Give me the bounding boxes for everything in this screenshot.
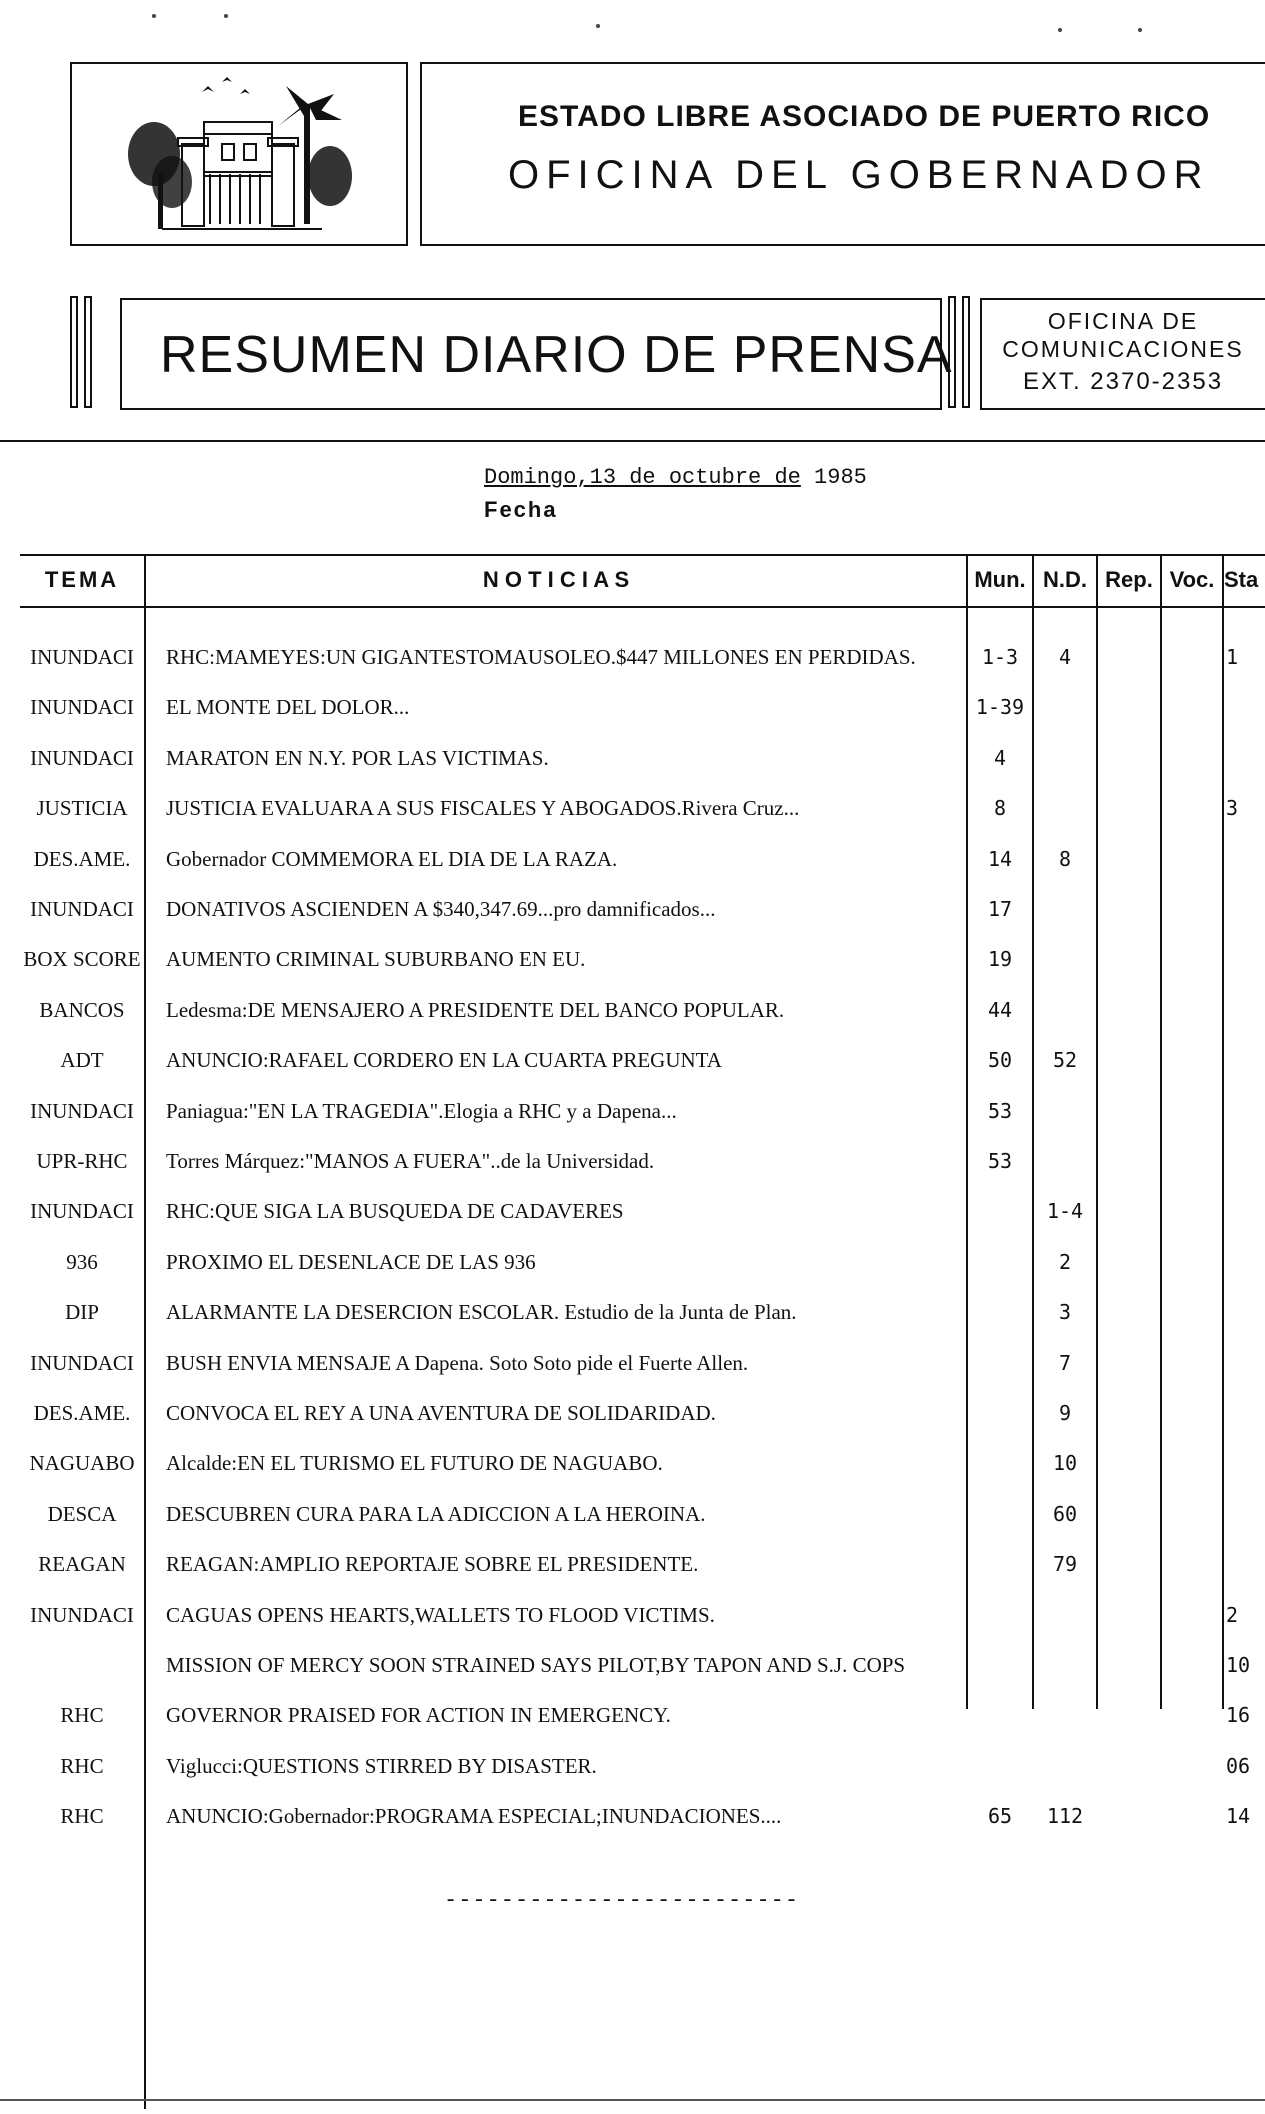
row-tema: DES.AME. — [33, 1401, 131, 1425]
row-tema: REAGAN — [38, 1552, 126, 1576]
row-noticia: DESCUBREN CURA PARA LA ADICCION A LA HEROINA. — [166, 1502, 706, 1526]
row-mun: 1-3 — [981, 645, 1019, 669]
date-text: Domingo,13 de octubre de — [484, 465, 801, 490]
communications-office-frame — [980, 298, 1265, 410]
office-line-1: OFICINA DE — [1047, 308, 1199, 334]
row-sta: 14 — [1226, 1804, 1251, 1828]
column-header-noticias: N O T I C I A S — [482, 567, 630, 592]
state-name: ESTADO LIBRE ASOCIADO DE PUERTO RICO — [518, 100, 1211, 133]
row-mun: 1-39 — [975, 695, 1025, 719]
row-nd: 9 — [1058, 1401, 1072, 1425]
page-bottom-edge — [0, 2099, 1265, 2101]
row-tema: DES.AME. — [33, 847, 131, 871]
row-tema: DESCA — [47, 1502, 117, 1526]
column-divider — [1032, 554, 1034, 1709]
column-header-sta: Sta — [1224, 567, 1259, 592]
row-sta: 06 — [1226, 1754, 1251, 1778]
row-nd: 8 — [1058, 847, 1072, 871]
row-nd: 112 — [1046, 1804, 1084, 1828]
row-nd: 60 — [1052, 1502, 1078, 1526]
row-noticia: EL MONTE DEL DOLOR... — [166, 695, 410, 719]
row-nd: 10 — [1052, 1451, 1078, 1475]
row-tema: RHC — [60, 1754, 104, 1778]
column-divider — [144, 554, 146, 2109]
row-nd: 7 — [1058, 1351, 1072, 1375]
row-mun: 65 — [987, 1804, 1013, 1828]
row-tema: 936 — [66, 1250, 98, 1274]
row-mun: 44 — [987, 998, 1013, 1022]
row-noticia: MISSION OF MERCY SOON STRAINED SAYS PILOT,BY TAPON AND S.J. COPS — [166, 1653, 906, 1677]
row-tema: UPR-RHC — [36, 1149, 128, 1173]
row-sta: 2 — [1226, 1603, 1239, 1627]
row-nd: 4 — [1058, 645, 1072, 669]
scan-speck — [224, 14, 228, 18]
row-mun: 19 — [987, 947, 1013, 971]
banner-bar — [962, 296, 970, 408]
end-separator: ------------------------- — [444, 1888, 800, 1913]
row-noticia: Gobernador COMMEMORA EL DIA DE LA RAZA. — [166, 847, 618, 871]
row-nd: 2 — [1058, 1250, 1072, 1274]
row-mun: 14 — [987, 847, 1013, 871]
row-noticia: CAGUAS OPENS HEARTS,WALLETS TO FLOOD VICTIMS. — [166, 1603, 715, 1627]
row-tema: INUNDACI — [30, 1099, 134, 1123]
row-tema: RHC — [60, 1703, 104, 1727]
banner-title: RESUMEN DIARIO DE PRENSA — [160, 326, 953, 384]
la-fortaleza-logo-icon — [72, 64, 406, 244]
row-noticia: Paniagua:"EN LA TRAGEDIA".Elogia a RHC y a Dapena... — [166, 1099, 677, 1123]
row-tema: INUNDACI — [30, 645, 134, 669]
row-tema: BANCOS — [39, 998, 125, 1022]
column-divider — [1096, 554, 1098, 1709]
row-sta: 10 — [1226, 1653, 1251, 1677]
table-header-border — [20, 606, 1265, 608]
column-header-voc: Voc. — [1169, 567, 1215, 592]
row-noticia: GOVERNOR PRAISED FOR ACTION IN EMERGENCY. — [166, 1703, 671, 1727]
row-noticia: PROXIMO EL DESENLACE DE LAS 936 — [166, 1250, 536, 1274]
row-noticia: Viglucci:QUESTIONS STIRRED BY DISASTER. — [166, 1754, 597, 1778]
row-tema: INUNDACI — [30, 746, 134, 770]
date-value — [484, 465, 867, 490]
row-mun: 50 — [987, 1048, 1013, 1072]
row-nd: 79 — [1052, 1552, 1078, 1576]
column-divider — [1222, 554, 1224, 1709]
row-noticia: AUMENTO CRIMINAL SUBURBANO EN EU. — [166, 947, 586, 971]
row-mun: 53 — [987, 1149, 1013, 1173]
row-mun: 4 — [993, 746, 1007, 770]
row-noticia: ANUNCIO:Gobernador:PROGRAMA ESPECIAL;INUNDACIONES.... — [166, 1804, 782, 1828]
scan-speck — [596, 24, 600, 28]
row-noticia: DONATIVOS ASCIENDEN A $340,347.69...pro damnificados... — [166, 897, 716, 921]
row-tema: BOX SCORE — [23, 947, 141, 971]
table-top-border — [20, 554, 1265, 556]
office-name: OFICINA DEL GOBERNADOR — [508, 153, 1210, 197]
column-divider — [966, 554, 968, 1709]
office-line-2: COMUNICACIONES — [1002, 336, 1244, 362]
row-noticia: Torres Márquez:"MANOS A FUERA"..de la Universidad. — [166, 1149, 655, 1173]
row-nd: 1-4 — [1046, 1199, 1084, 1223]
row-tema: NAGUABO — [29, 1451, 135, 1475]
banner-bar — [948, 296, 956, 408]
date-label: Fecha — [484, 497, 558, 522]
row-noticia: Alcalde:EN EL TURISMO EL FUTURO DE NAGUABO. — [166, 1451, 663, 1475]
row-noticia: MARATON EN N.Y. POR LAS VICTIMAS. — [166, 746, 549, 770]
row-mun: 17 — [987, 897, 1013, 921]
row-sta: 16 — [1226, 1703, 1251, 1727]
row-tema: ADT — [60, 1048, 104, 1072]
column-divider — [1160, 554, 1162, 1709]
column-header-mun: Mun. — [974, 567, 1026, 592]
row-tema: RHC — [60, 1804, 104, 1828]
row-tema: INUNDACI — [30, 1351, 134, 1375]
date-year: 1985 — [800, 465, 867, 490]
row-noticia: REAGAN:AMPLIO REPORTAJE SOBRE EL PRESIDENTE. — [166, 1552, 699, 1576]
scan-speck — [1138, 28, 1142, 32]
banner-bar — [84, 296, 92, 408]
office-extension: EXT. 2370-2353 — [1022, 368, 1224, 395]
logo-frame — [70, 62, 408, 246]
scan-speck — [1058, 28, 1062, 32]
row-noticia: ALARMANTE LA DESERCION ESCOLAR. Estudio de la Junta de Plan. — [166, 1300, 797, 1324]
row-mun: 8 — [993, 796, 1007, 820]
row-tema: JUSTICIA — [36, 796, 128, 820]
row-noticia: BUSH ENVIA MENSAJE A Dapena. Soto Soto pide el Fuerte Allen. — [166, 1351, 749, 1375]
row-tema: INUNDACI — [30, 1199, 134, 1223]
row-noticia: JUSTICIA EVALUARA A SUS FISCALES Y ABOGADOS.Rivera Cruz... — [166, 796, 800, 820]
row-noticia: CONVOCA EL REY A UNA AVENTURA DE SOLIDARIDAD. — [166, 1401, 716, 1425]
column-header-tema: TEMA — [44, 567, 120, 592]
row-tema: INUNDACI — [30, 897, 134, 921]
row-noticia: RHC:MAMEYES:UN GIGANTESTOMAUSOLEO.$447 MILLONES EN PERDIDAS. — [166, 645, 916, 669]
scan-speck — [152, 14, 156, 18]
row-mun: 53 — [987, 1099, 1013, 1123]
row-noticia: Ledesma:DE MENSAJERO A PRESIDENTE DEL BANCO POPULAR. — [166, 998, 785, 1022]
row-noticia: ANUNCIO:RAFAEL CORDERO EN LA CUARTA PREGUNTA — [166, 1048, 722, 1072]
row-noticia: RHC:QUE SIGA LA BUSQUEDA DE CADAVERES — [166, 1199, 624, 1223]
column-header-rep: Rep. — [1105, 567, 1153, 592]
row-tema: INUNDACI — [30, 695, 134, 719]
row-sta: 1 — [1226, 645, 1239, 669]
banner-bar — [70, 296, 78, 408]
row-nd: 3 — [1058, 1300, 1072, 1324]
row-tema: DIP — [65, 1300, 99, 1324]
row-tema: INUNDACI — [30, 1603, 134, 1627]
row-nd: 52 — [1052, 1048, 1078, 1072]
column-header-nd: N.D. — [1043, 567, 1087, 592]
row-sta: 3 — [1226, 796, 1239, 820]
header-divider — [0, 440, 1265, 442]
